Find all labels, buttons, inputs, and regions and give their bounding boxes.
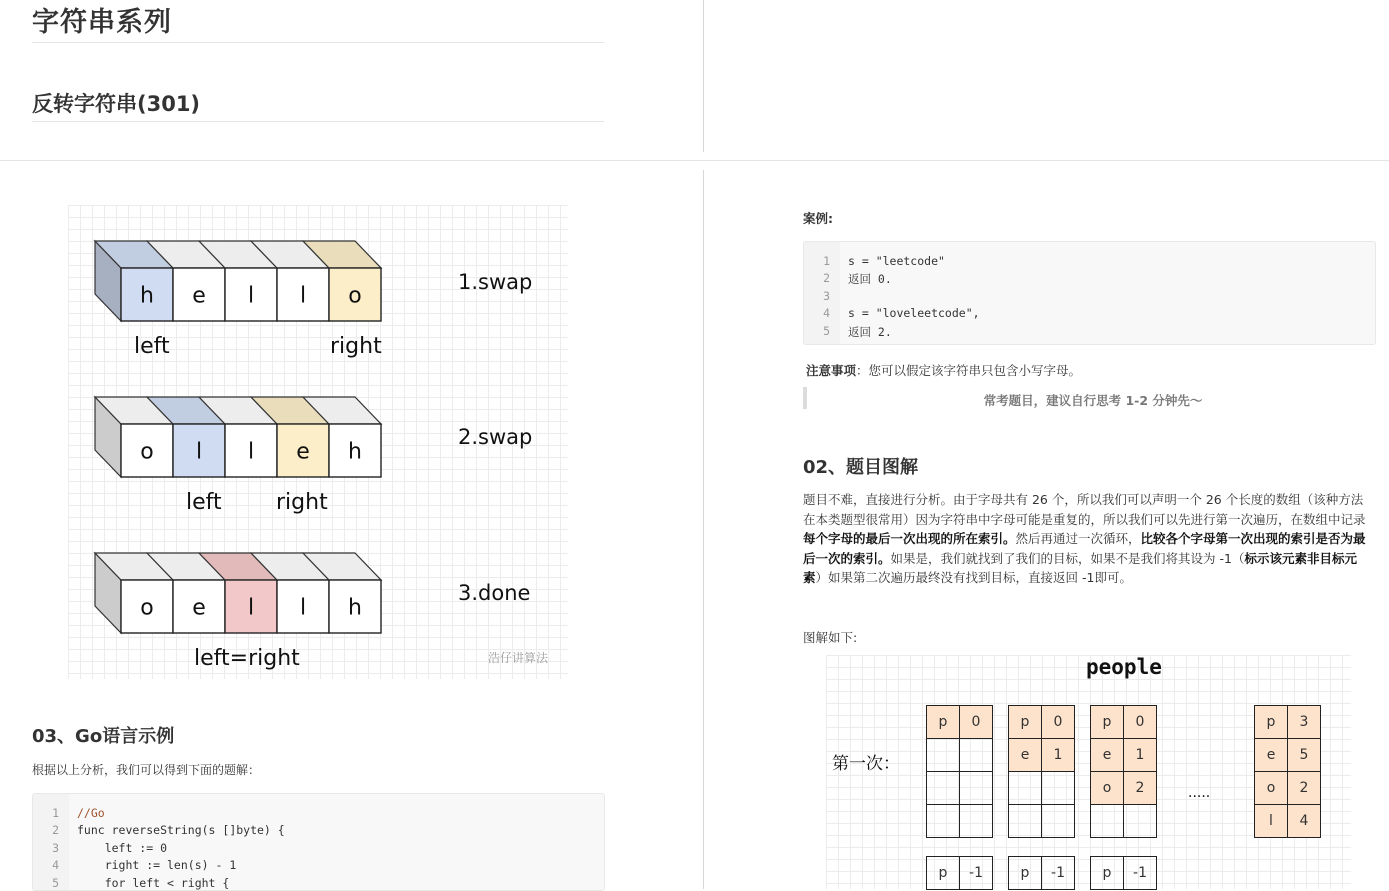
code-line: func reverseString(s []byte) {: [77, 823, 285, 838]
code-line-number: 4: [52, 858, 59, 873]
code-line: right := len(s) - 1: [77, 858, 237, 873]
box-letter: o: [348, 283, 362, 309]
bottom-table-cell: -1: [1041, 856, 1075, 890]
box-letter: l: [247, 439, 255, 465]
para-text-4: ）如果第二次遍历最终没有找到目标，直接返回 -1即可。: [815, 570, 1132, 585]
code-line-number: 5: [52, 875, 59, 890]
table-cell: 5: [1287, 738, 1321, 772]
page-break: [0, 160, 1389, 173]
table-cell: 2: [1287, 771, 1321, 805]
table-cell: [959, 804, 993, 838]
right-pointer-label: right: [276, 490, 328, 515]
table-cell: o: [1254, 771, 1288, 805]
code-line: for left < right {: [77, 875, 230, 890]
table-cell: [1123, 804, 1157, 838]
figure-word: people: [1086, 655, 1162, 679]
box-letter: o: [140, 595, 154, 621]
table-cell: 4: [1287, 804, 1321, 838]
box-letter: l: [299, 595, 307, 621]
bottom-table-cell: p: [1008, 856, 1042, 890]
table-cell: o: [1090, 771, 1124, 805]
para-bold-2: 比较各个字母第一次出现的索引是否为最后一次的索引。: [803, 531, 1366, 566]
table-cell: [1041, 804, 1075, 838]
code-line-number: 2: [52, 823, 59, 838]
page-title: 字符串系列: [32, 7, 172, 38]
table-cell: p: [1090, 705, 1124, 739]
meet-pointer-label: left=right: [194, 646, 300, 671]
page-divider-bottom: [703, 170, 704, 889]
table-cell: p: [1254, 705, 1288, 739]
first-pass-label: 第一次：: [832, 754, 900, 774]
left-pointer-label: left: [186, 490, 222, 515]
box-letter: e: [296, 439, 310, 465]
box-letter: l: [247, 283, 255, 309]
table-cell: [926, 804, 960, 838]
note-text: ：您可以假定该字符串只包含小写字母。: [856, 363, 1082, 378]
page-divider-top: [703, 0, 704, 152]
code-line-number: 3: [52, 840, 59, 855]
go-code-block: [32, 793, 605, 891]
figure-label: 图解如下:: [803, 630, 858, 645]
example-label: 案例:: [803, 211, 833, 226]
para-text-1: 题目不难，直接进行分析。由于字母共有 26 个，所以我们可以声明一个 26 个长度的数组（该种方法在本类题型很常用）因为字符串中字母可能是重复的，所以我们可以先进行第一次遍历，在数组中记录: [803, 492, 1366, 527]
bottom-table-cell: -1: [1123, 856, 1157, 890]
note: [806, 361, 1081, 379]
bottom-table-cell: p: [926, 856, 960, 890]
box-letter: l: [247, 595, 255, 621]
code-line: 返回 2.: [848, 324, 892, 339]
section3-intro: 根据以上分析，我们可以得到下面的题解：: [32, 763, 261, 777]
box-letter: l: [195, 439, 203, 465]
step-caption: 2.swap: [458, 425, 533, 449]
code-line: //Go: [77, 806, 105, 820]
code-line: s = "loveleetcode",: [848, 306, 980, 321]
left-pointer-label: left: [134, 334, 170, 359]
code-line: s = "leetcode": [848, 254, 945, 268]
code-line-number: 3: [823, 288, 830, 303]
box-letter: h: [140, 283, 154, 309]
table-cell: [959, 738, 993, 772]
table-cell: [926, 738, 960, 772]
table-cell: e: [1008, 738, 1042, 772]
table-cell: [1008, 771, 1042, 805]
table-cell: [1090, 804, 1124, 838]
para-bold-1: 每个字母的最后一次出现的所在索引。: [803, 531, 1016, 546]
table-cell: p: [926, 705, 960, 739]
code-line-number: 4: [823, 306, 830, 321]
table-cell: 1: [1041, 738, 1075, 772]
example-code-block: [803, 241, 1376, 345]
tip: 常考题目，建议自行思考 1-2 分钟先～: [983, 393, 1203, 408]
code-line-number: 5: [823, 323, 830, 338]
ellipsis: .....: [1188, 785, 1211, 801]
table-cell: 2: [1123, 771, 1157, 805]
watermark: 浩仔讲算法: [488, 651, 549, 665]
table-cell: 0: [1123, 705, 1157, 739]
para-text-3: 如果是，我们就找到了我们的目标，如果不是我们将其设为 -1（: [890, 550, 1245, 566]
table-cell: [1008, 804, 1042, 838]
section-rule: [32, 121, 604, 122]
table-cell: p: [1008, 705, 1042, 739]
analysis-paragraph: [803, 490, 1375, 588]
table-cell: 0: [959, 705, 993, 739]
table-cell: [959, 771, 993, 805]
table-cell: 1: [1123, 738, 1157, 772]
note-label: 注意事项: [806, 363, 857, 378]
box-letter: h: [348, 595, 362, 621]
code-line: left := 0: [77, 840, 168, 855]
reverse-diagram-svg: [68, 205, 568, 679]
table-cell: [1041, 771, 1075, 805]
box-letter: e: [192, 283, 206, 309]
section2-title: 02、题目图解: [803, 457, 919, 478]
para-text-2: 然后再通过一次循环，: [1015, 531, 1141, 546]
step-caption: 1.swap: [458, 270, 533, 294]
people-figure: [826, 655, 1351, 889]
box-letter: o: [140, 439, 154, 465]
table-cell: e: [1254, 738, 1288, 772]
table-cell: l: [1254, 804, 1288, 838]
bottom-table-cell: -1: [959, 856, 993, 890]
box-letter: l: [299, 283, 307, 309]
table-cell: [926, 771, 960, 805]
box-letter: e: [192, 595, 206, 621]
section3-title: 03、Go语言示例: [32, 726, 175, 747]
table-cell: 3: [1287, 705, 1321, 739]
section-title: 反转字符串(301): [32, 92, 201, 116]
code-line-number: 2: [823, 271, 830, 286]
box-letter: h: [348, 439, 362, 465]
code-line-number: 1: [52, 806, 59, 820]
table-cell: 0: [1041, 705, 1075, 739]
code-line-number: 1: [823, 254, 830, 268]
reverse-diagram: [68, 205, 568, 679]
right-pointer-label: right: [330, 334, 382, 359]
para-bold-3: 标示该元素非目标元素: [803, 550, 1357, 585]
code-line: 返回 0.: [848, 272, 892, 287]
step-caption: 3.done: [458, 581, 531, 605]
bottom-table-cell: p: [1090, 856, 1124, 890]
table-cell: e: [1090, 738, 1124, 772]
title-rule: [32, 42, 604, 43]
